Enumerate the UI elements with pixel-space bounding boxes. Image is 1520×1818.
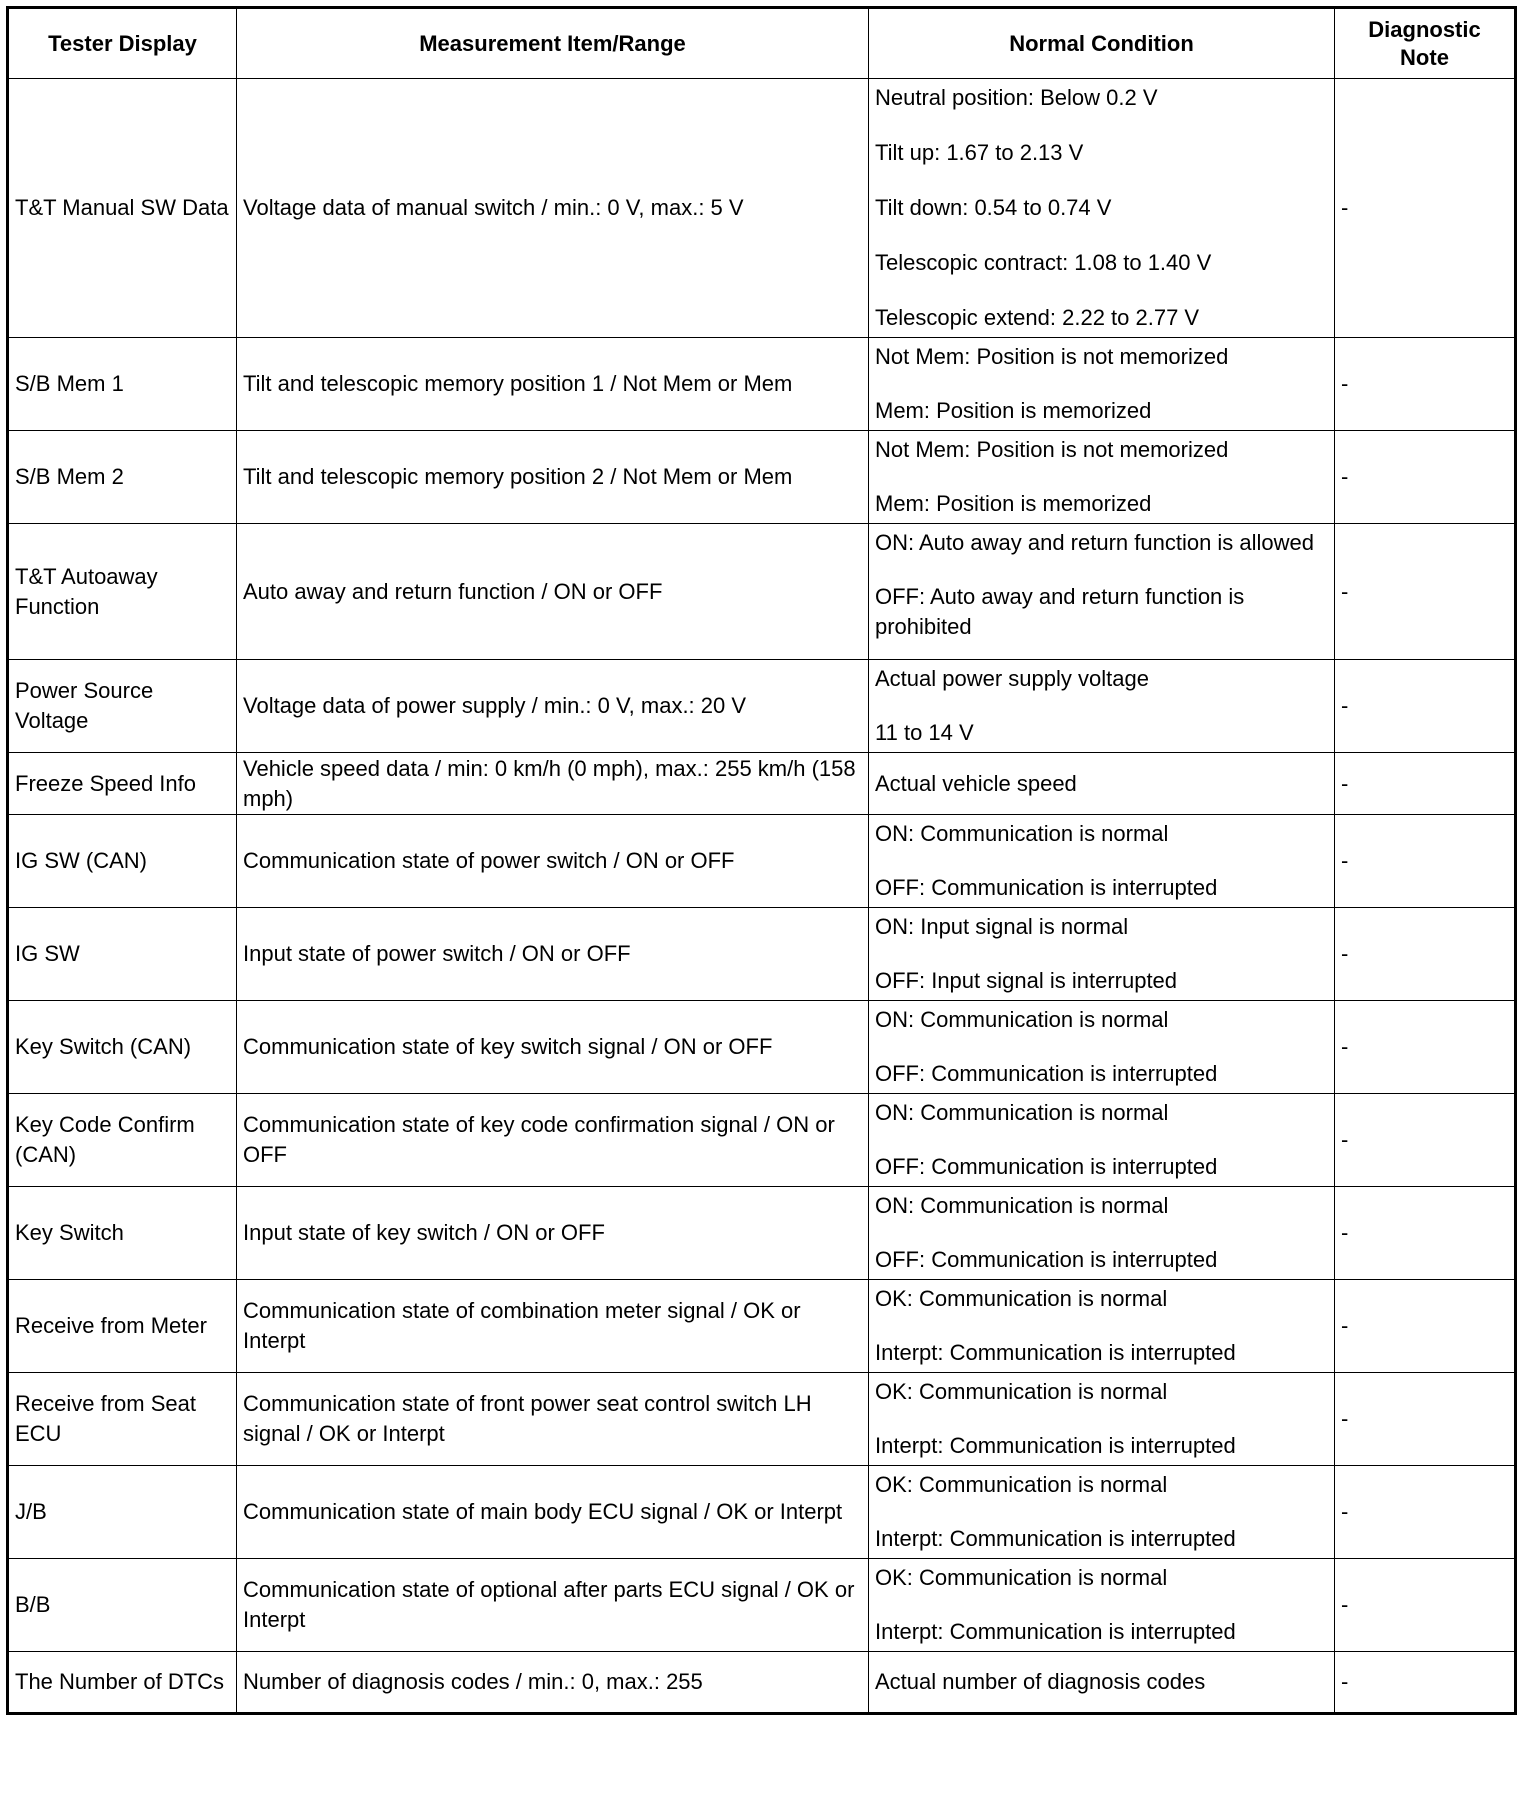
normal-condition-line: ON: Communication is normal [875, 1193, 1169, 1218]
normal-condition-line: Mem: Position is memorized [875, 398, 1152, 423]
tester-display-cell: S/B Mem 2 [8, 431, 237, 524]
diagnostic-note-cell: - [1335, 660, 1516, 753]
normal-condition-line: Telescopic contract: 1.08 to 1.40 V [875, 250, 1212, 275]
header-row [8, 8, 1516, 79]
normal-condition-line: OK: Communication is normal [875, 1565, 1168, 1590]
normal-condition-cell [869, 1094, 1335, 1187]
normal-condition-line: OFF: Input signal is interrupted [875, 968, 1178, 993]
normal-condition-line: OFF: Auto away and return function is prohibited [875, 584, 1245, 639]
normal-condition-cell [869, 1373, 1335, 1466]
diagnostic-note-cell: - [1335, 1373, 1516, 1466]
normal-condition-cell [869, 1187, 1335, 1280]
normal-condition-line: ON: Communication is normal [875, 1007, 1169, 1032]
normal-condition-line: OFF: Communication is interrupted [875, 1154, 1218, 1179]
normal-condition-line: Actual vehicle speed [875, 770, 1077, 796]
tester-display-cell: T&T Autoaway Function [8, 524, 237, 660]
table-row [8, 524, 1516, 660]
normal-condition-line: Telescopic extend: 2.22 to 2.77 V [875, 305, 1200, 330]
table-row [8, 1001, 1516, 1094]
data-list-table [6, 6, 1517, 1715]
diagnostic-note-cell: - [1335, 1187, 1516, 1280]
normal-condition-line: ON: Communication is normal [875, 1100, 1169, 1125]
table-row [8, 1187, 1516, 1280]
measurement-cell: Tilt and telescopic memory position 1 / Not Mem or Mem [237, 338, 869, 431]
normal-condition-cell [869, 1559, 1335, 1652]
normal-condition-line: Interpt: Communication is interrupted [875, 1433, 1236, 1458]
normal-condition-cell [869, 79, 1335, 338]
diagnostic-note-cell: - [1335, 815, 1516, 908]
measurement-cell: Input state of power switch / ON or OFF [237, 908, 869, 1001]
normal-condition-line: OK: Communication is normal [875, 1286, 1168, 1311]
table-row [8, 79, 1516, 338]
diagnostic-note-cell: - [1335, 1652, 1516, 1714]
table-row [8, 431, 1516, 524]
normal-condition-cell [869, 753, 1335, 815]
normal-condition-cell [869, 815, 1335, 908]
table-row [8, 908, 1516, 1001]
normal-condition-line: OK: Communication is normal [875, 1379, 1168, 1404]
table-row [8, 660, 1516, 753]
normal-condition-line: Not Mem: Position is not memorized [875, 437, 1229, 462]
table-header [8, 8, 1516, 79]
normal-condition-line: Interpt: Communication is interrupted [875, 1340, 1236, 1365]
normal-condition-line: 11 to 14 V [875, 720, 974, 745]
normal-condition-line: Mem: Position is memorized [875, 491, 1152, 516]
diagnostic-note-cell: - [1335, 1094, 1516, 1187]
tester-display-cell: Key Code Confirm (CAN) [8, 1094, 237, 1187]
normal-condition-cell [869, 431, 1335, 524]
table-row [8, 1373, 1516, 1466]
tester-display-cell: IG SW (CAN) [8, 815, 237, 908]
normal-condition-cell [869, 908, 1335, 1001]
tester-display-cell: Freeze Speed Info [8, 753, 237, 815]
tester-display-cell: Receive from Seat ECU [8, 1373, 237, 1466]
measurement-cell: Communication state of key switch signal / ON or OFF [237, 1001, 869, 1094]
diagnostic-note-cell: - [1335, 524, 1516, 660]
table-row [8, 1094, 1516, 1187]
table-row [8, 1466, 1516, 1559]
diagnostic-note-cell: - [1335, 431, 1516, 524]
measurement-cell: Communication state of power switch / ON or OFF [237, 815, 869, 908]
table-row [8, 1280, 1516, 1373]
normal-condition-line: Tilt down: 0.54 to 0.74 V [875, 195, 1112, 220]
normal-condition-cell [869, 1280, 1335, 1373]
header-tester-display: Tester Display [8, 8, 237, 79]
table-row [8, 1559, 1516, 1652]
measurement-cell: Number of diagnosis codes / min.: 0, max.: 255 [237, 1652, 869, 1714]
measurement-cell: Communication state of optional after parts ECU signal / OK or Interpt [237, 1559, 869, 1652]
document-page [6, 6, 1514, 1715]
normal-condition-line: OK: Communication is normal [875, 1472, 1168, 1497]
table-body [8, 79, 1516, 1714]
tester-display-cell: IG SW [8, 908, 237, 1001]
normal-condition-cell [869, 1001, 1335, 1094]
table-row [8, 338, 1516, 431]
tester-display-cell: Key Switch (CAN) [8, 1001, 237, 1094]
normal-condition-line: Interpt: Communication is interrupted [875, 1619, 1236, 1644]
header-measurement-item-range: Measurement Item/Range [237, 8, 869, 79]
normal-condition-line: ON: Input signal is normal [875, 914, 1129, 939]
normal-condition-line: Interpt: Communication is interrupted [875, 1526, 1236, 1551]
measurement-cell: Tilt and telescopic memory position 2 / Not Mem or Mem [237, 431, 869, 524]
diagnostic-note-cell: - [1335, 908, 1516, 1001]
diagnostic-note-cell: - [1335, 1559, 1516, 1652]
table-row [8, 753, 1516, 815]
measurement-cell: Vehicle speed data / min: 0 km/h (0 mph), max.: 255 km/h (158 mph) [237, 753, 869, 815]
measurement-cell: Communication state of key code confirmation signal / ON or OFF [237, 1094, 869, 1187]
header-diagnostic-note: Diagnostic Note [1335, 8, 1516, 79]
measurement-cell: Voltage data of manual switch / min.: 0 V, max.: 5 V [237, 79, 869, 338]
normal-condition-cell [869, 1466, 1335, 1559]
normal-condition-line: Not Mem: Position is not memorized [875, 344, 1229, 369]
normal-condition-line: OFF: Communication is interrupted [875, 875, 1218, 900]
normal-condition-line: Neutral position: Below 0.2 V [875, 85, 1158, 110]
normal-condition-line: ON: Auto away and return function is allowed [875, 530, 1315, 555]
measurement-cell: Communication state of front power seat control switch LH signal / OK or Interpt [237, 1373, 869, 1466]
diagnostic-note-cell: - [1335, 753, 1516, 815]
table-row [8, 815, 1516, 908]
tester-display-cell: T&T Manual SW Data [8, 79, 237, 338]
normal-condition-line: Actual number of diagnosis codes [875, 1669, 1206, 1694]
normal-condition-line: ON: Communication is normal [875, 821, 1169, 846]
tester-display-cell: B/B [8, 1559, 237, 1652]
measurement-cell: Voltage data of power supply / min.: 0 V, max.: 20 V [237, 660, 869, 753]
diagnostic-note-cell: - [1335, 338, 1516, 431]
tester-display-cell: S/B Mem 1 [8, 338, 237, 431]
normal-condition-cell [869, 524, 1335, 660]
measurement-cell: Communication state of main body ECU signal / OK or Interpt [237, 1466, 869, 1559]
normal-condition-line: OFF: Communication is interrupted [875, 1247, 1218, 1272]
diagnostic-note-cell: - [1335, 1280, 1516, 1373]
measurement-cell: Auto away and return function / ON or OFF [237, 524, 869, 660]
tester-display-cell: The Number of DTCs [8, 1652, 237, 1714]
diagnostic-note-cell: - [1335, 1001, 1516, 1094]
tester-display-cell: Key Switch [8, 1187, 237, 1280]
header-normal-condition: Normal Condition [869, 8, 1335, 79]
normal-condition-line: Actual power supply voltage [875, 666, 1149, 691]
measurement-cell: Communication state of combination meter signal / OK or Interpt [237, 1280, 869, 1373]
normal-condition-cell [869, 1652, 1335, 1714]
diagnostic-note-cell: - [1335, 79, 1516, 338]
tester-display-cell: Receive from Meter [8, 1280, 237, 1373]
normal-condition-cell [869, 660, 1335, 753]
diagnostic-note-cell: - [1335, 1466, 1516, 1559]
normal-condition-line: Tilt up: 1.67 to 2.13 V [875, 140, 1084, 165]
measurement-cell: Input state of key switch / ON or OFF [237, 1187, 869, 1280]
tester-display-cell: Power Source Voltage [8, 660, 237, 753]
tester-display-cell: J/B [8, 1466, 237, 1559]
normal-condition-line: OFF: Communication is interrupted [875, 1061, 1218, 1086]
table-row [8, 1652, 1516, 1714]
normal-condition-cell [869, 338, 1335, 431]
